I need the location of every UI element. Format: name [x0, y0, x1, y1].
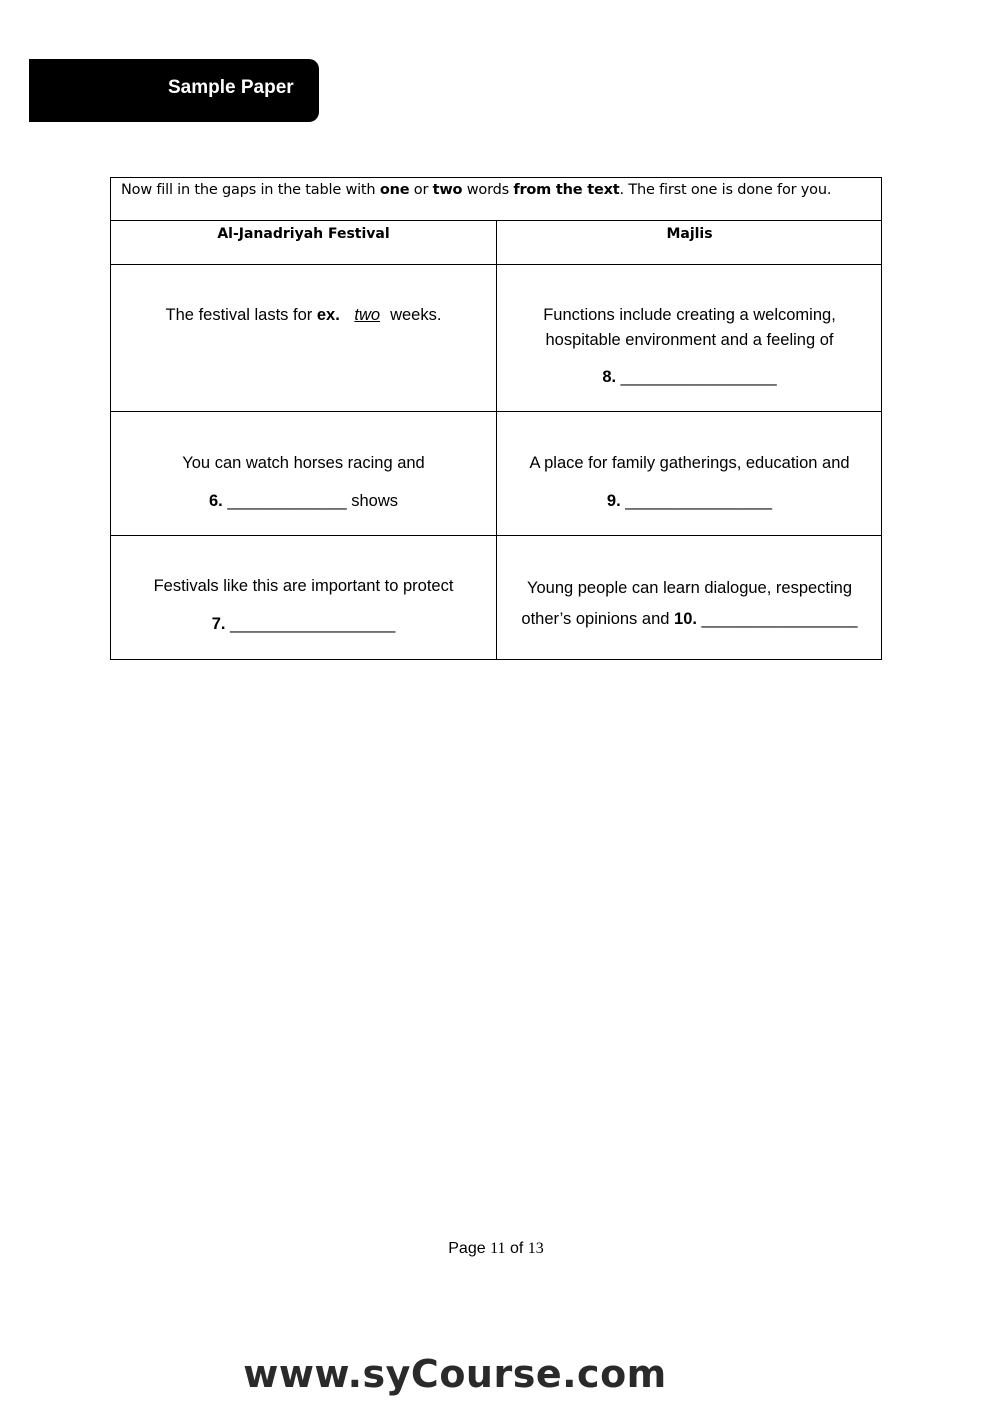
table-cell-item-9: A place for family gatherings, education and 9. ________________ [497, 454, 882, 511]
banner-title: Sample Paper [168, 77, 294, 98]
answer-blank-6[interactable]: 6. _____________ shows [208, 492, 398, 510]
table-cell-item-10: Young people can learn dialogue, respecting other’s opinions and 10. _________________ [497, 579, 882, 629]
website-watermark: www.syCourse.com [243, 1352, 667, 1396]
table-cell-example: The festival lasts for ex. two weeks. [165, 306, 442, 324]
table-cell-item-8: Functions include creating a welcoming, hospitable environment and a feeling of 8. _________________ [497, 306, 882, 387]
answer-blank-10[interactable]: other’s opinions and 10. _________________ [521, 610, 858, 628]
sample-paper-banner [29, 59, 319, 122]
answer-blank-7[interactable]: 7. __________________ [211, 615, 396, 633]
page-number: Page 11 of 13 [448, 1240, 544, 1257]
answer-blank-9[interactable]: 9. ________________ [606, 492, 773, 510]
table-cell-item-6: You can watch horses racing and 6. _____________ shows [111, 454, 496, 511]
table-instruction: Now fill in the gaps in the table with one or two words from the text. The first one is done for you. [121, 182, 832, 198]
column-header-festival: Al-Janadriyah Festival [217, 226, 390, 242]
gap-fill-table [110, 177, 882, 660]
example-answer: two [354, 306, 381, 324]
column-header-majlis: Majlis [666, 226, 713, 242]
answer-blank-8[interactable]: 8. _________________ [602, 368, 777, 386]
table-cell-item-7: Festivals like this are important to protect 7. __________________ [111, 577, 496, 634]
